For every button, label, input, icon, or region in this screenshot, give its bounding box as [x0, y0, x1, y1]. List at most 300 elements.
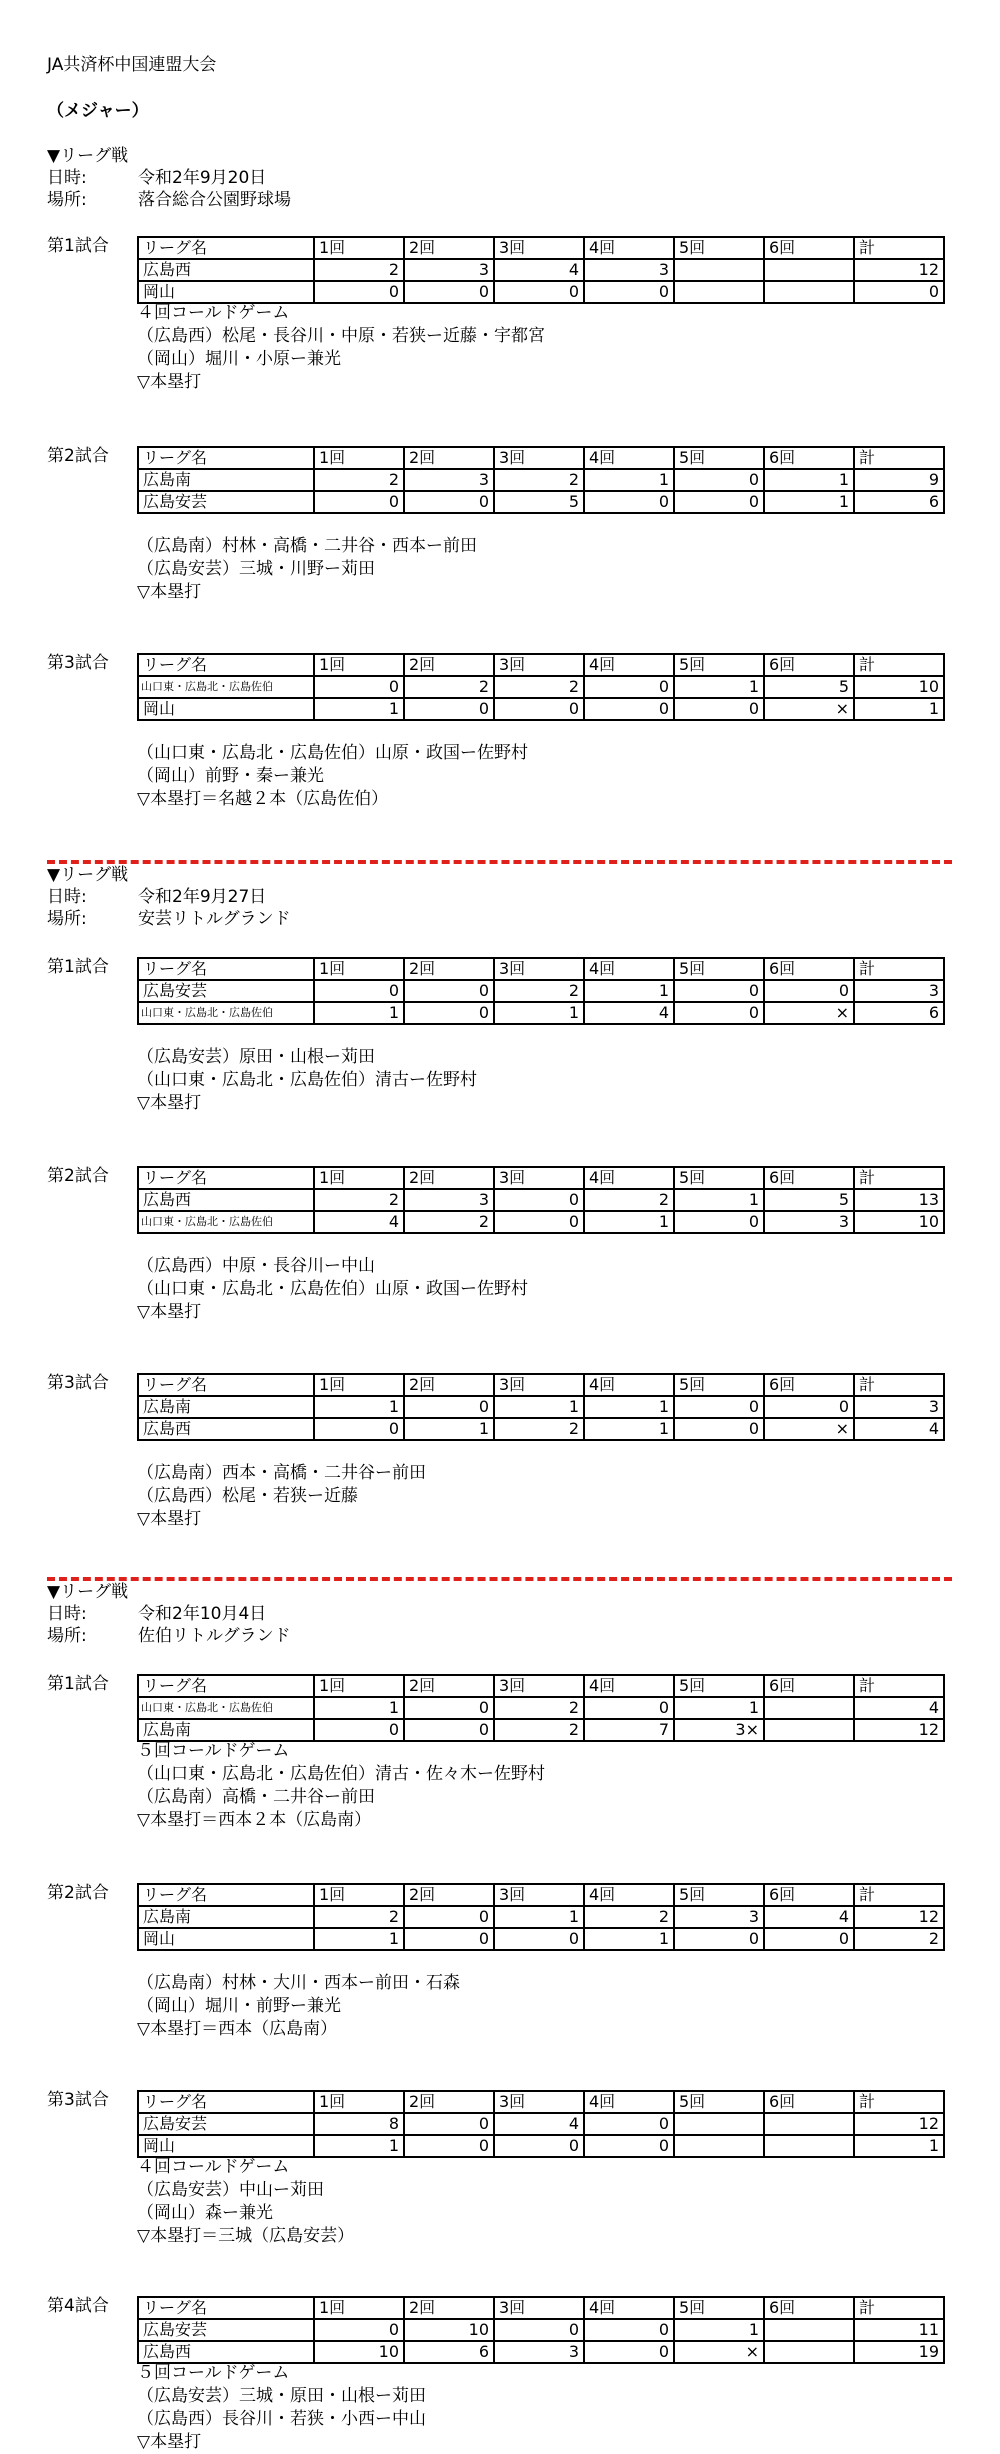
game-label: 第1試合	[47, 957, 109, 977]
table-row	[138, 491, 944, 513]
column-header: 計	[854, 1374, 944, 1396]
team-name: 岡山	[138, 281, 314, 303]
note-line: （岡山）堀川・前野ー兼光	[137, 1996, 341, 2016]
column-header: 4回	[584, 1675, 674, 1697]
inning-score: 0	[494, 2319, 584, 2341]
table-header-row	[138, 1675, 944, 1697]
table-header-row	[138, 958, 944, 980]
inning-score: 1	[314, 1396, 404, 1418]
note-line: （岡山）堀川・小原ー兼光	[137, 349, 341, 369]
score-table	[137, 2090, 945, 2158]
date-value: 令和2年10月4日	[138, 1604, 267, 1624]
team-name: 広島西	[138, 1189, 314, 1211]
total-score: 1	[854, 2135, 944, 2157]
inning-score: ×	[764, 1418, 854, 1440]
game-label: 第2試合	[47, 446, 109, 466]
total-score: 19	[854, 2341, 944, 2363]
inning-score: 2	[494, 980, 584, 1002]
inning-score: 0	[494, 281, 584, 303]
table-row	[138, 1396, 944, 1418]
note-line: （岡山）前野・秦ー兼光	[137, 766, 324, 786]
place-value: 安芸リトルグランド	[138, 909, 291, 929]
team-name: 広島南	[138, 1719, 314, 1741]
inning-score: ×	[764, 698, 854, 720]
note-line	[137, 719, 528, 742]
note-line: ▽本塁打＝西本（広島南）	[137, 2019, 338, 2039]
note-line: ５回コールドゲーム	[137, 1741, 290, 1761]
inning-score: 1	[314, 1002, 404, 1024]
inning-score: 0	[584, 2135, 674, 2157]
inning-score	[764, 1719, 854, 1741]
inning-score: 2	[584, 1906, 674, 1928]
column-header: 5回	[674, 237, 764, 259]
team-name: 山口東・広島北・広島佐伯	[138, 1002, 314, 1024]
total-score: 11	[854, 2319, 944, 2341]
total-score: 4	[854, 1697, 944, 1719]
inning-score: 0	[764, 1396, 854, 1418]
inning-score: 1	[584, 1211, 674, 1233]
column-header: 1回	[314, 958, 404, 980]
total-score: 6	[854, 491, 944, 513]
inning-score: 1	[584, 1418, 674, 1440]
inning-score: 1	[674, 1697, 764, 1719]
game-notes	[137, 1232, 528, 1324]
team-name: 山口東・広島北・広島佐伯	[138, 676, 314, 698]
inning-score: 3×	[674, 1719, 764, 1741]
column-header: 2回	[404, 1675, 494, 1697]
note-line	[137, 512, 477, 535]
column-header: 計	[854, 654, 944, 676]
inning-score: 0	[674, 698, 764, 720]
game-notes	[137, 1949, 460, 2041]
inning-score: 0	[404, 1396, 494, 1418]
note-line: （広島安芸）三城・原田・山根ー苅田	[137, 2386, 426, 2406]
place-key: 場所:	[47, 190, 87, 210]
inning-score: 0	[584, 698, 674, 720]
column-header: 5回	[674, 654, 764, 676]
table-row	[138, 469, 944, 491]
team-name: 広島南	[138, 469, 314, 491]
inning-score: 0	[584, 676, 674, 698]
inning-score	[764, 281, 854, 303]
inning-score	[764, 2135, 854, 2157]
inning-score: 1	[314, 698, 404, 720]
inning-score: 3	[494, 2341, 584, 2363]
column-header: 計	[854, 1884, 944, 1906]
inning-score: 0	[674, 980, 764, 1002]
inning-score: 3	[674, 1906, 764, 1928]
note-line	[137, 1232, 528, 1255]
note-line: ▽本塁打＝三城（広島安芸）	[137, 2226, 355, 2246]
team-name: 広島安芸	[138, 2319, 314, 2341]
inning-score: 0	[674, 1418, 764, 1440]
section-divider	[47, 1577, 952, 1581]
table-header-row	[138, 654, 944, 676]
column-header: 3回	[494, 1374, 584, 1396]
game-label: 第3試合	[47, 653, 109, 673]
table-row	[138, 1418, 944, 1440]
inning-score: 2	[404, 676, 494, 698]
note-line: ４回コールドゲーム	[137, 303, 290, 323]
note-line: （広島南）西本・高橋・二井谷ー前田	[137, 1463, 426, 1483]
column-header: リーグ名	[138, 237, 314, 259]
score-table	[137, 1883, 945, 1951]
inning-score: 1	[584, 980, 674, 1002]
note-line: （広島西）中原・長谷川ー中山	[137, 1256, 375, 1276]
inning-score: 1	[314, 1697, 404, 1719]
table-row	[138, 1906, 944, 1928]
column-header: 3回	[494, 654, 584, 676]
inning-score: 0	[404, 491, 494, 513]
column-header: リーグ名	[138, 2297, 314, 2319]
place-value: 佐伯リトルグランド	[138, 1626, 291, 1646]
round-place	[47, 908, 291, 930]
inning-score: 0	[584, 2319, 674, 2341]
column-header: リーグ名	[138, 447, 314, 469]
column-header: リーグ名	[138, 654, 314, 676]
total-score: 1	[854, 698, 944, 720]
column-header: 3回	[494, 958, 584, 980]
inning-score: 0	[494, 1928, 584, 1950]
team-name: 広島南	[138, 1906, 314, 1928]
team-name: 山口東・広島北・広島佐伯	[138, 1697, 314, 1719]
inning-score: 0	[314, 980, 404, 1002]
inning-score: 0	[494, 1211, 584, 1233]
inning-score: 1	[674, 676, 764, 698]
game-label: 第2試合	[47, 1166, 109, 1186]
score-table	[137, 1373, 945, 1441]
column-header: 3回	[494, 1675, 584, 1697]
section-divider	[47, 860, 952, 864]
column-header: 6回	[764, 1884, 854, 1906]
table-header-row	[138, 237, 944, 259]
column-header: 2回	[404, 1167, 494, 1189]
inning-score: 4	[494, 259, 584, 281]
inning-score	[764, 2113, 854, 2135]
game-notes	[137, 512, 477, 604]
note-line: ▽本塁打	[137, 1302, 202, 1322]
inning-score: 0	[404, 1002, 494, 1024]
inning-score: 3	[404, 1189, 494, 1211]
note-line: ４回コールドゲーム	[137, 2157, 290, 2177]
inning-score	[764, 259, 854, 281]
game-notes	[137, 302, 545, 394]
column-header: 3回	[494, 447, 584, 469]
total-score: 3	[854, 1396, 944, 1418]
note-line: ▽本塁打	[137, 1509, 202, 1529]
note-line: （広島安芸）中山ー苅田	[137, 2180, 324, 2200]
inning-score: 0	[404, 2113, 494, 2135]
note-line: （広島西）長谷川・若狭・小西ー中山	[137, 2409, 426, 2429]
inning-score: 0	[674, 469, 764, 491]
note-line: ▽本塁打＝西本２本（広島南）	[137, 1810, 372, 1830]
score-table	[137, 2296, 945, 2364]
game-label: 第2試合	[47, 1883, 109, 1903]
game-label: 第1試合	[47, 1674, 109, 1694]
note-line: ▽本塁打	[137, 372, 202, 392]
note-line: （山口東・広島北・広島佐伯）清古ー佐野村	[137, 1070, 477, 1090]
column-header: 計	[854, 2091, 944, 2113]
column-header: 6回	[764, 237, 854, 259]
column-header: 1回	[314, 1374, 404, 1396]
note-line: （広島南）村林・高橋・二井谷・西本ー前田	[137, 536, 477, 556]
inning-score: 0	[764, 1928, 854, 1950]
team-name: 広島安芸	[138, 2113, 314, 2135]
column-header: 6回	[764, 2091, 854, 2113]
game-label: 第4試合	[47, 2296, 109, 2316]
inning-score: 0	[404, 1719, 494, 1741]
tournament-title: JA共済杯中国連盟大会	[47, 55, 217, 75]
column-header: 計	[854, 1167, 944, 1189]
inning-score: 1	[314, 2135, 404, 2157]
column-header: 1回	[314, 447, 404, 469]
inning-score: 1	[584, 1396, 674, 1418]
note-line: （広島南）高橋・二井谷ー前田	[137, 1787, 375, 1807]
inning-score: 0	[494, 1189, 584, 1211]
inning-score: 7	[584, 1719, 674, 1741]
score-table	[137, 236, 945, 304]
inning-score: 0	[314, 2319, 404, 2341]
inning-score: 10	[314, 2341, 404, 2363]
inning-score: 3	[584, 259, 674, 281]
inning-score: 0	[314, 491, 404, 513]
column-header: 計	[854, 958, 944, 980]
inning-score: 0	[314, 1418, 404, 1440]
note-line: ▽本塁打	[137, 582, 202, 602]
column-header: 2回	[404, 1374, 494, 1396]
inning-score: 0	[584, 491, 674, 513]
note-line: （広島西）松尾・若狭ー近藤	[137, 1486, 358, 1506]
note-line: （岡山）森ー兼光	[137, 2203, 273, 2223]
inning-score: 0	[674, 491, 764, 513]
inning-score: 1	[584, 469, 674, 491]
total-score: 10	[854, 1211, 944, 1233]
inning-score: 5	[494, 491, 584, 513]
column-header: 5回	[674, 958, 764, 980]
column-header: 1回	[314, 654, 404, 676]
inning-score: 1	[494, 1906, 584, 1928]
inning-score: 5	[764, 676, 854, 698]
column-header: 2回	[404, 958, 494, 980]
column-header: 3回	[494, 2297, 584, 2319]
table-row	[138, 2319, 944, 2341]
inning-score: 0	[584, 281, 674, 303]
column-header: 1回	[314, 2297, 404, 2319]
column-header: 5回	[674, 2091, 764, 2113]
column-header: 2回	[404, 2091, 494, 2113]
inning-score	[764, 2319, 854, 2341]
game-notes	[137, 2362, 426, 2454]
inning-score: 1	[764, 469, 854, 491]
column-header: 計	[854, 447, 944, 469]
total-score: 0	[854, 281, 944, 303]
inning-score: 5	[764, 1189, 854, 1211]
column-header: 3回	[494, 237, 584, 259]
team-name: 広島西	[138, 259, 314, 281]
total-score: 6	[854, 1002, 944, 1024]
inning-score: 2	[494, 676, 584, 698]
column-header: 5回	[674, 1167, 764, 1189]
inning-score: 0	[314, 676, 404, 698]
inning-score: 2	[494, 1719, 584, 1741]
total-score: 12	[854, 1719, 944, 1741]
table-row	[138, 1189, 944, 1211]
table-row	[138, 2135, 944, 2157]
round-date	[47, 886, 266, 908]
round-date	[47, 1603, 266, 1625]
note-line: （山口東・広島北・広島佐伯）山原・政国ー佐野村	[137, 1279, 528, 1299]
inning-score: 0	[404, 1906, 494, 1928]
column-header: 計	[854, 237, 944, 259]
table-header-row	[138, 2091, 944, 2113]
table-row	[138, 1719, 944, 1741]
inning-score: 0	[584, 1697, 674, 1719]
inning-score	[764, 1697, 854, 1719]
inning-score: 1	[404, 1418, 494, 1440]
column-header: 1回	[314, 1884, 404, 1906]
column-header: 6回	[764, 2297, 854, 2319]
date-value: 令和2年9月27日	[138, 887, 267, 907]
score-table	[137, 653, 945, 721]
team-name: 広島安芸	[138, 980, 314, 1002]
inning-score: 0	[764, 980, 854, 1002]
column-header: 2回	[404, 2297, 494, 2319]
game-notes	[137, 1023, 477, 1115]
column-header: リーグ名	[138, 958, 314, 980]
place-key: 場所:	[47, 1626, 87, 1646]
table-row	[138, 2113, 944, 2135]
game-notes	[137, 1439, 426, 1531]
inning-score: 1	[314, 1928, 404, 1950]
total-score: 9	[854, 469, 944, 491]
score-table	[137, 1166, 945, 1234]
table-row	[138, 259, 944, 281]
column-header: 4回	[584, 237, 674, 259]
total-score: 12	[854, 259, 944, 281]
place-key: 場所:	[47, 909, 87, 929]
table-row	[138, 1928, 944, 1950]
team-name: 岡山	[138, 698, 314, 720]
inning-score: 0	[674, 1211, 764, 1233]
column-header: 4回	[584, 1884, 674, 1906]
inning-score: ×	[674, 2341, 764, 2363]
inning-score: 1	[494, 1396, 584, 1418]
score-table	[137, 1674, 945, 1742]
inning-score: 0	[404, 2135, 494, 2157]
inning-score: 4	[764, 1906, 854, 1928]
column-header: 4回	[584, 2091, 674, 2113]
inning-score: 1	[674, 1189, 764, 1211]
note-line: ▽本塁打＝名越２本（広島佐伯）	[137, 789, 389, 809]
total-score: 2	[854, 1928, 944, 1950]
inning-score	[764, 2341, 854, 2363]
date-key: 日時:	[47, 1604, 87, 1624]
note-line	[137, 1023, 477, 1046]
column-header: 5回	[674, 2297, 764, 2319]
column-header: 6回	[764, 654, 854, 676]
column-header: 6回	[764, 1167, 854, 1189]
inning-score: 2	[494, 1697, 584, 1719]
column-header: 6回	[764, 958, 854, 980]
game-notes	[137, 1740, 545, 1832]
inning-score: 2	[584, 1189, 674, 1211]
inning-score: 2	[314, 259, 404, 281]
inning-score: 2	[404, 1211, 494, 1233]
inning-score: 2	[314, 469, 404, 491]
column-header: 3回	[494, 1884, 584, 1906]
inning-score: ×	[764, 1002, 854, 1024]
note-line: （広島安芸）三城・川野ー苅田	[137, 559, 375, 579]
total-score: 13	[854, 1189, 944, 1211]
inning-score: 0	[584, 2341, 674, 2363]
score-table	[137, 957, 945, 1025]
inning-score	[674, 281, 764, 303]
inning-score: 0	[674, 1928, 764, 1950]
inning-score: 6	[404, 2341, 494, 2363]
inning-score: 4	[494, 2113, 584, 2135]
inning-score: 3	[404, 469, 494, 491]
table-row	[138, 281, 944, 303]
column-header: 4回	[584, 654, 674, 676]
inning-score: 0	[404, 1697, 494, 1719]
table-header-row	[138, 2297, 944, 2319]
table-row	[138, 1211, 944, 1233]
inning-score: 1	[584, 1928, 674, 1950]
column-header: 3回	[494, 1167, 584, 1189]
table-row	[138, 1002, 944, 1024]
column-header: 3回	[494, 2091, 584, 2113]
column-header: 4回	[584, 447, 674, 469]
table-header-row	[138, 1884, 944, 1906]
division-subtitle: （メジャー）	[47, 101, 149, 121]
column-header: リーグ名	[138, 1884, 314, 1906]
team-name: 山口東・広島北・広島佐伯	[138, 1211, 314, 1233]
total-score: 10	[854, 676, 944, 698]
note-line: （広島安芸）原田・山根ー苅田	[137, 1047, 375, 1067]
inning-score: 0	[494, 698, 584, 720]
note-line: （広島西）松尾・長谷川・中原・若狭ー近藤・宇都宮	[137, 326, 545, 346]
table-header-row	[138, 1374, 944, 1396]
table-row	[138, 1697, 944, 1719]
column-header: 5回	[674, 1884, 764, 1906]
round-heading: ▼リーグ戦	[47, 865, 129, 885]
table-row	[138, 980, 944, 1002]
round-place	[47, 1625, 291, 1647]
date-key: 日時:	[47, 887, 87, 907]
team-name: 広島安芸	[138, 491, 314, 513]
round-heading: ▼リーグ戦	[47, 146, 129, 166]
inning-score: 8	[314, 2113, 404, 2135]
table-row	[138, 698, 944, 720]
game-notes	[137, 719, 528, 811]
column-header: 4回	[584, 1167, 674, 1189]
inning-score: 0	[404, 980, 494, 1002]
note-line	[137, 1439, 426, 1462]
inning-score: 0	[674, 1396, 764, 1418]
inning-score: 3	[764, 1211, 854, 1233]
column-header: 1回	[314, 1675, 404, 1697]
team-name: 岡山	[138, 1928, 314, 1950]
score-table	[137, 446, 945, 514]
column-header: 4回	[584, 2297, 674, 2319]
column-header: 6回	[764, 1675, 854, 1697]
total-score: 3	[854, 980, 944, 1002]
total-score: 12	[854, 1906, 944, 1928]
column-header: 5回	[674, 1675, 764, 1697]
inning-score	[674, 2113, 764, 2135]
inning-score: 1	[764, 491, 854, 513]
inning-score: 0	[584, 2113, 674, 2135]
